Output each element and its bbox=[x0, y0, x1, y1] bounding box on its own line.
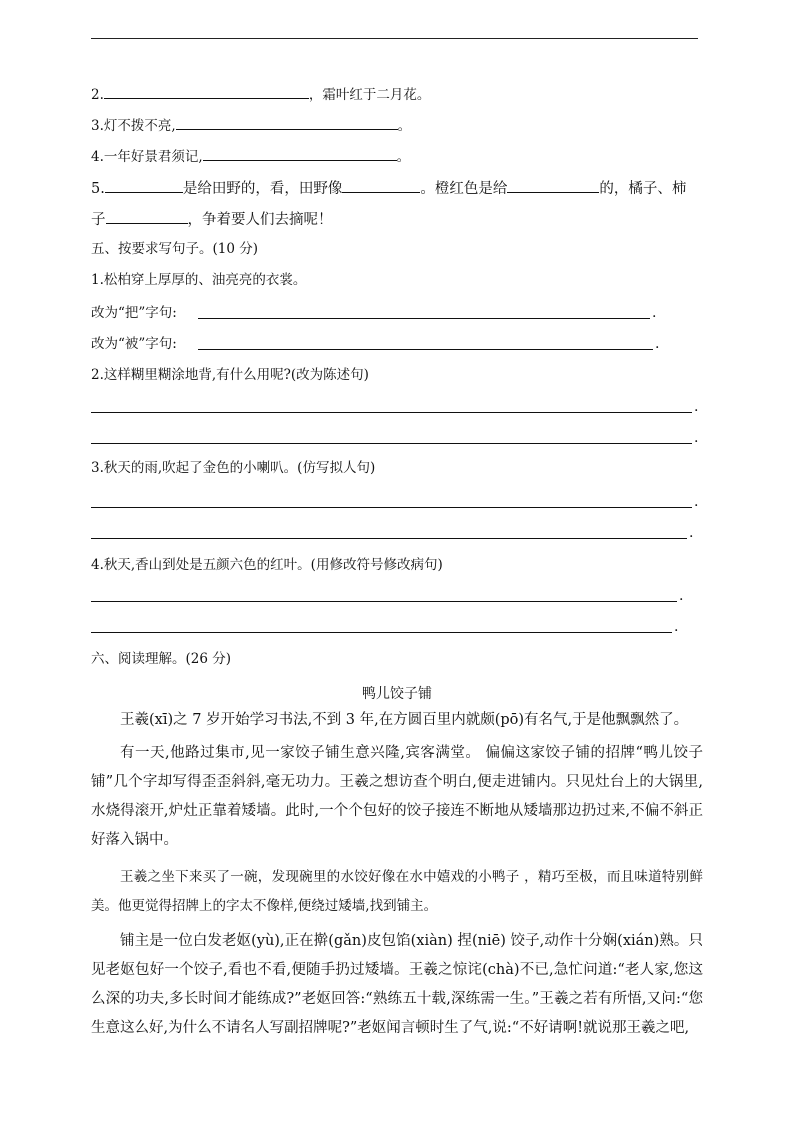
q4-3-line: 3.灯不拨不亮, 。 bbox=[91, 115, 411, 135]
period-mark: . bbox=[674, 619, 679, 635]
paragraph: 王羲(xī)之 7 岁开始学习书法,不到 3 年,在方圆百里内就颇(pō)有名气,于是他飘飘然了。 bbox=[120, 712, 689, 728]
answer-blank[interactable] bbox=[176, 115, 398, 130]
answer-line[interactable] bbox=[91, 412, 692, 413]
s5-q1-ba-label: 改为“把”字句: bbox=[91, 305, 177, 321]
paragraph: 铺主是一位白发老妪(yù),正在擀(gǎn)皮包馅(xiàn) 捏(niē) 饺子,动作十分娴(xián)熟。只见老妪包好一个饺子,看也不看,便随手扔过矮墙。王羲之惊诧(chà)不已,急忙问道:“老人家,您这么深的功夫,多长时间才能练成?”老妪回答:“熟练五十载,深练需一生。”王羲之若有所悟,又问:“您生意这么好,为什么不请名人写副招牌呢?”老妪闻言顿时生了气,说:“不好请啊!就说那王羲之吧, bbox=[91, 933, 703, 1036]
section5-heading: 五、按要求写句子。(10 分) bbox=[91, 241, 259, 257]
paragraph: 王羲之坐下来买了一碗，发现碗里的水饺好像在水中嬉戏的小鸭子 ，精巧至极，而且味道特别鲜美。他更觉得招牌上的字太不像样,便绕过矮墙,找到铺主。 bbox=[91, 869, 703, 914]
answer-line[interactable] bbox=[91, 507, 692, 508]
s5-q2: 2.这样糊里糊涂地背,有什么用呢?(改为陈述句) bbox=[91, 367, 369, 383]
q4-2-line: 2. ，霜叶红于二月花。 bbox=[91, 84, 430, 104]
q4-5-line2: 子 ，争着要人们去摘呢！ bbox=[91, 209, 333, 229]
answer-line[interactable] bbox=[91, 443, 692, 444]
period-mark: . bbox=[694, 430, 699, 446]
period-mark: . bbox=[694, 494, 699, 510]
paragraph: 有一天,他路过集市,见一家饺子铺生意兴隆,宾客满堂。 偏偏这家饺子铺的招牌“鸭儿饺子铺”几个字却写得歪歪斜斜,毫无功力。王羲之想访查个明白,便走进铺内。只见灶台上的大锅里,水烧得滚开,炉灶正靠着矮墙。此时,一个个包好的饺子接连不断地从矮墙那边扔过来,不偏不斜正好落入锅中。 bbox=[91, 745, 703, 848]
period-mark: . bbox=[652, 305, 657, 321]
answer-line[interactable] bbox=[91, 538, 687, 539]
section6-heading: 六、阅读理解。(26 分) bbox=[91, 651, 232, 667]
period-mark: . bbox=[694, 399, 699, 415]
period-mark: . bbox=[679, 588, 684, 604]
answer-line[interactable] bbox=[91, 601, 677, 602]
reading-passage bbox=[91, 706, 703, 1043]
s5-q1: 1.松柏穿上厚厚的、油亮亮的衣裳。 bbox=[91, 272, 307, 288]
q4-5-line1: 5. 是给田野的，看，田野像 。橙红色是给 的，橘子、柿 bbox=[91, 178, 686, 198]
answer-blank[interactable] bbox=[104, 84, 309, 99]
period-mark: . bbox=[689, 525, 694, 541]
header-rule bbox=[91, 38, 698, 39]
answer-line[interactable] bbox=[198, 349, 653, 350]
s5-q4: 4.秋天,香山到处是五颜六色的红叶。(用修改符号修改病句) bbox=[91, 557, 443, 573]
answer-line[interactable] bbox=[198, 318, 650, 319]
answer-blank[interactable] bbox=[342, 178, 420, 193]
q4-4-line: 4.一年好景君须记, 。 bbox=[91, 146, 410, 166]
s5-q3: 3.秋天的雨,吹起了金色的小喇叭。(仿写拟人句) bbox=[91, 460, 376, 476]
answer-blank[interactable] bbox=[203, 146, 397, 161]
answer-blank[interactable] bbox=[106, 209, 188, 224]
reading-title: 鸭儿饺子铺 bbox=[362, 686, 432, 702]
answer-line[interactable] bbox=[91, 632, 672, 633]
period-mark: . bbox=[655, 336, 660, 352]
s5-q1-bei-label: 改为“被”字句: bbox=[91, 336, 177, 352]
answer-blank[interactable] bbox=[507, 178, 599, 193]
answer-blank[interactable] bbox=[105, 178, 183, 193]
